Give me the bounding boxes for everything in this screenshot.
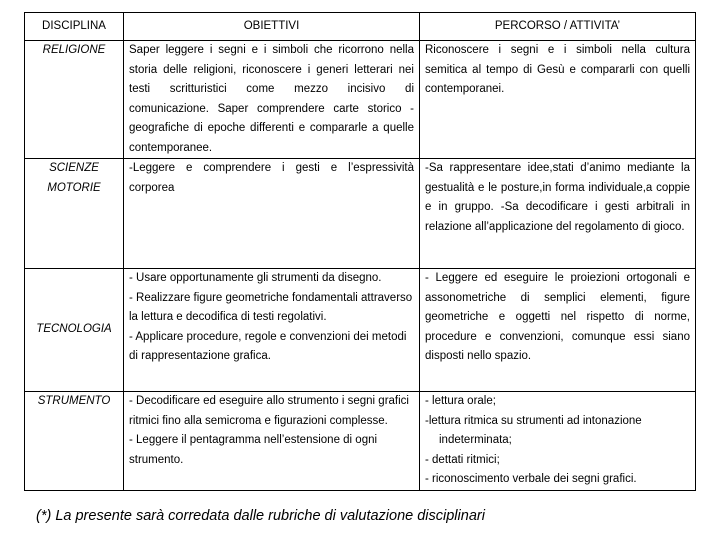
curriculum-table <box>24 12 696 491</box>
objective-line: - Applicare procedure, regole e convenzioni dei metodi di rappresentazione grafica. <box>129 330 407 362</box>
subject-cell: SCIENZE MOTORIE <box>25 159 124 269</box>
activities-cell: Riconoscere i segni e i simboli nella cultura semitica al tempo di Gesù e compararli con quelli contemporanei. <box>420 41 696 159</box>
table-row-strumento <box>25 392 696 491</box>
table-row-tecnologia <box>25 269 696 392</box>
table-header-row <box>25 13 696 41</box>
objectives-cell <box>124 392 420 491</box>
activities-cell <box>420 392 696 491</box>
objective-line: - Realizzare figure geometriche fondamentali attraverso la lettura e decodifica di testi regolativi. <box>129 291 413 323</box>
activity-line: - dettati ritmici; <box>425 453 500 466</box>
header-disciplina: DISCIPLINA <box>25 13 124 41</box>
objective-line: - Usare opportunamente gli strumenti da disegno. <box>129 272 382 284</box>
objective-line: - Decodificare ed eseguire allo strumento i segni grafici ritmici fino alla semicroma e figurazioni complesse. <box>129 395 409 427</box>
header-percorso: PERCORSO / ATTIVITA’ <box>420 13 696 41</box>
table-row-scienze-motorie <box>25 159 696 269</box>
activities-cell: - Leggere ed eseguire le proiezioni ortogonali e assonometriche di semplici elementi, figure geometriche e oggetti nel rispetto di norme, procedure e convenzioni, comunque essi siano disposti nello spazio. <box>420 269 696 392</box>
activity-line: -lettura ritmica su strumenti ad intonazione <box>425 414 642 427</box>
objectives-cell: -Leggere e comprendere i gesti e l’espressività corporea <box>124 159 420 269</box>
activity-line: - riconoscimento verbale dei segni grafici. <box>425 473 637 485</box>
subject-cell: RELIGIONE <box>25 41 124 159</box>
objective-line: - Leggere il pentagramma nell’estensione di ogni strumento. <box>129 434 378 466</box>
objectives-cell <box>124 269 420 392</box>
activities-cell: -Sa rappresentare idee,stati d’animo mediante la gestualità e le posture,in forma individuale,a coppie e in gruppo. -Sa decodificare i gesti arbitrali in relazione all’applicazione del regolamento di gioco. <box>420 159 696 269</box>
footnote: (*) La presente sarà corredata dalle rubriche di valutazione disciplinari <box>36 508 485 524</box>
table-row-religione <box>25 41 696 159</box>
subject-cell: TECNOLOGIA <box>25 269 124 392</box>
activity-line: - lettura orale; <box>425 395 496 407</box>
objectives-cell: Saper leggere i segni e i simboli che ricorrono nella storia delle religioni, riconoscere i generi letterari nei testi scritturistici come mezzo incisivo di comunicazione. Saper comprendere carte storico - geografiche di epoche differenti e compararle a quelle contemporanee. <box>124 41 420 159</box>
header-obiettivi: OBIETTIVI <box>124 13 420 41</box>
subject-cell: STRUMENTO <box>25 392 124 491</box>
activity-line: indeterminata; <box>439 434 512 446</box>
